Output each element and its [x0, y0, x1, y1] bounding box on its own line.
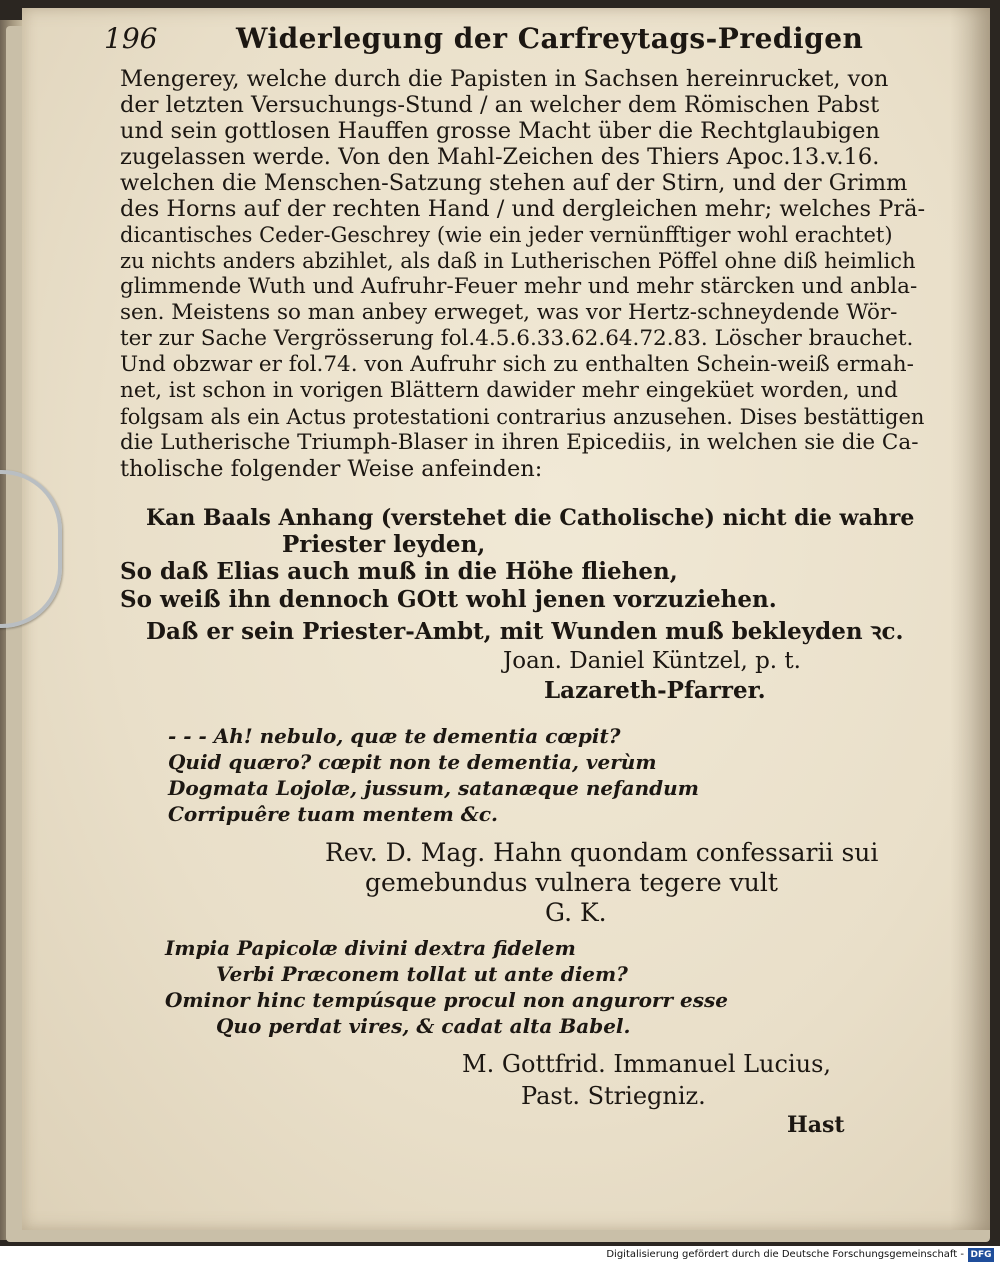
footer-credit: Digitalisierung gefördert durch die Deutsche Forschungsgemeinschaft - [606, 1249, 964, 1260]
body-line: Und obzwar er fol.74. von Aufruhr sich zu enthalten Schein-weiß ermah- [120, 352, 914, 377]
catchword: Hast [787, 1112, 845, 1138]
body-line: zugelassen werde. Von den Mahl-Zeichen des Thiers Apoc.13.v.16. [120, 144, 880, 170]
body-line: die Lutherische Triumph-Blaser in ihren Epicediis, in welchen sie die Ca- [120, 430, 919, 455]
dfg-logo: DFG [968, 1248, 994, 1262]
body-line: des Horns auf der rechten Hand / und dergleichen mehr; welches Prä- [120, 196, 926, 222]
body-line: zu nichts anders abzihlet, als daß in Lutherischen Pöffel ohne diß heimlich [120, 249, 916, 273]
latin-verse-line: Ominor hinc tempúsque procul non angurorr esse [165, 988, 728, 1012]
body-line: sen. Meistens so man anbey erweget, was vor Hertz-schneydende Wör- [120, 300, 898, 325]
body-line: net, ist schon in vorigen Blättern dawider mehr eingeküet worden, und [120, 378, 898, 403]
body-line: und sein gottlosen Hauffen grosse Macht über die Rechtglaubigen [120, 118, 880, 144]
signature-line: gemebundus vulnera tegere vult [365, 868, 778, 897]
body-line: der letzten Versuchungs-Stund / an welcher dem Römischen Pabst [120, 92, 880, 118]
latin-verse-line: Quid quæro? cœpit non te dementia, verùm [168, 750, 657, 774]
signature-line: Rev. D. Mag. Hahn quondam confessarii sui [325, 838, 879, 867]
signature-line: G. K. [545, 898, 607, 927]
latin-verse-line: - - - Ah! nebulo, quæ te dementia cœpit? [168, 724, 621, 748]
latin-verse-line: Dogmata Lojolæ, jussum, satanæque nefandum [168, 776, 699, 800]
latin-verse-line: Impia Papicolæ divini dextra fidelem [165, 936, 576, 960]
running-title: Widerlegung der Carfreytags-Predigen [236, 22, 864, 55]
signature-line: Joan. Daniel Küntzel, p. t. [503, 648, 801, 674]
verse-line: So weiß ihn dennoch GOtt wohl jenen vorzuziehen. [120, 586, 777, 613]
latin-verse-line: Quo perdat vires, & cadat alta Babel. [216, 1014, 631, 1038]
body-line: glimmende Wuth und Aufruhr-Feuer mehr und mehr stärcken und anbla- [120, 274, 918, 299]
latin-verse-line: Corripuêre tuam mentem &c. [168, 802, 498, 826]
body-line: Mengerey, welche durch die Papisten in Sachsen hereinrucket, von [120, 66, 889, 92]
signature-line: Past. Striegniz. [521, 1082, 706, 1110]
footer-bar [0, 1246, 1000, 1266]
signature-line: Lazareth-Pfarrer. [544, 677, 766, 704]
verse-line: So daß Elias auch muß in die Höhe fliehen, [120, 558, 678, 585]
body-line: dicantisches Ceder-Geschrey (wie ein jeder vernünfftiger wohl erachtet) [120, 223, 893, 247]
verse-line: Priester leyden, [282, 531, 486, 558]
body-line: folgsam als ein Actus protestationi contrarius anzusehen. Dises bestättigen [120, 405, 925, 429]
verse-line: Daß er sein Priester-Ambt, mit Wunden muß bekleyden ꝛc. [146, 618, 904, 645]
page-number: 196 [104, 22, 158, 55]
signature-line: M. Gottfrid. Immanuel Lucius, [462, 1050, 832, 1078]
latin-verse-line: Verbi Præconem tollat ut ante diem? [216, 962, 628, 986]
body-line: ter zur Sache Vergrösserung fol.4.5.6.33.62.64.72.83. Löscher brauchet. [120, 326, 914, 351]
body-line: tholische folgender Weise anfeinden: [120, 456, 543, 482]
body-line: welchen die Menschen-Satzung stehen auf der Stirn, und der Grimm [120, 170, 908, 196]
page-gutter-shadow [950, 8, 990, 1230]
verse-line: Kan Baals Anhang (verstehet die Catholische) nicht die wahre [146, 505, 915, 531]
